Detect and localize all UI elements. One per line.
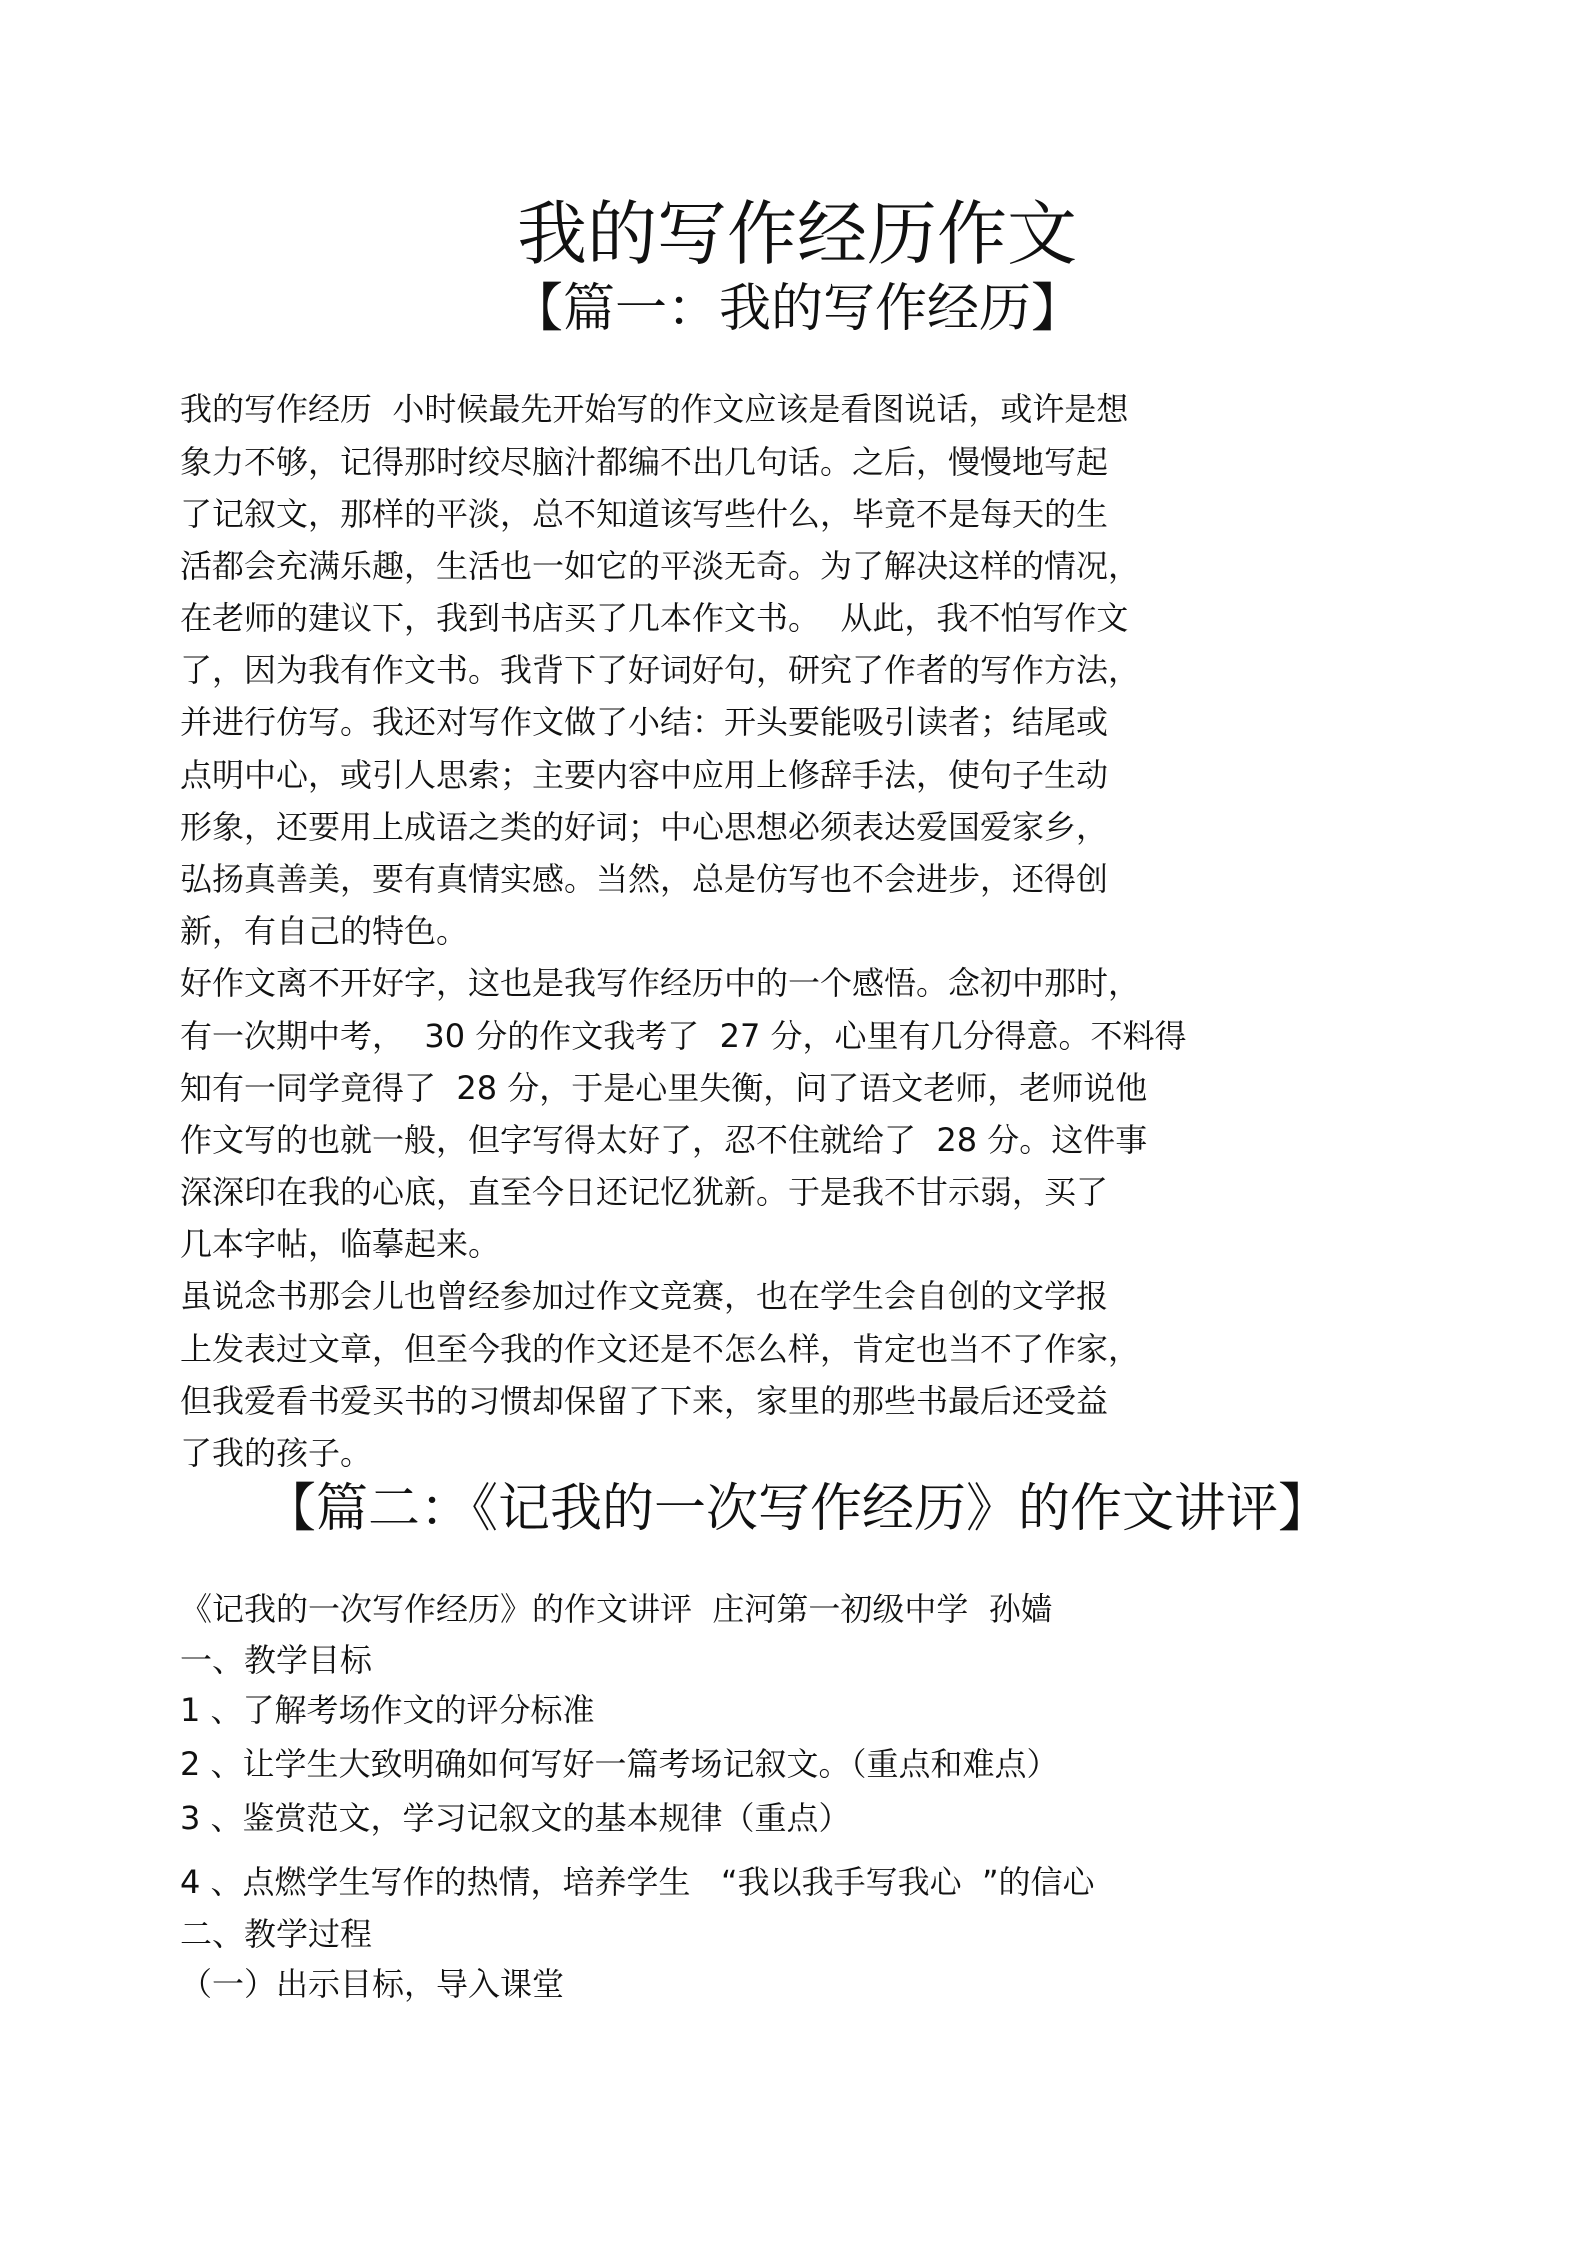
text-line: 作文写的也就一般，但字写得太好了，忍不住就给了 28 分。这件事 [180,1121,1148,1159]
document-title: 我的写作经历作文 [517,193,1077,275]
text-line: 深深印在我的心底，直至今日还记忆犹新。于是我不甘示弱，买了 [180,1173,1109,1211]
text-line: 《记我的一次写作经历》的作文讲评 庄河第一初级中学 孙嫱 [180,1590,1053,1628]
text-line: 了记叙文，那样的平淡，总不知道该写些什么，毕竟不是每天的生 [180,495,1109,533]
text-line: 4 、点燃学生写作的热情，培养学生 “我以我手写我心 ”的信心 [180,1863,1095,1901]
text-line: 了，因为我有作文书。我背下了好词好句，研究了作者的写作方法， [180,651,1141,689]
text-line: 并进行仿写。我还对写作文做了小结：开头要能吸引读者；结尾或 [180,703,1109,741]
text-line: 几本字帖，临摹起来。 [180,1225,501,1263]
text-line: 虽说念书那会儿也曾经参加过作文竞赛，也在学生会自创的文学报 [180,1277,1109,1315]
text-line: 了我的孩子。 [180,1434,373,1472]
text-line: 知有一同学竟得了 28 分，于是心里失衡，问了语文老师，老师说他 [180,1069,1148,1107]
text-line: 但我爱看书爱买书的习惯却保留了下来，家里的那些书最后还受益 [180,1382,1109,1420]
text-line: 一、教学目标 [180,1641,373,1679]
text-line: 点明中心，或引人思索；主要内容中应用上修辞手法，使句子生动 [180,756,1109,794]
text-line: 新，有自己的特色。 [180,912,469,950]
text-line: 在老师的建议下，我到书店买了几本作文书。 从此，我不怕写作文 [180,599,1129,637]
text-line: 有一次期中考， 30 分的作文我考了 27 分，心里有几分得意。不料得 [180,1017,1187,1055]
section-2-heading: 【篇二：《记我的一次写作经历》的作文讲评】 [263,1479,1330,1539]
text-line: 活都会充满乐趣，生活也一如它的平淡无奇。为了解决这样的情况， [180,547,1141,585]
text-line: 上发表过文章，但至今我的作文还是不怎么样，肯定也当不了作家， [180,1330,1141,1368]
section-1-heading: 【篇一：我的写作经历】 [510,279,1083,339]
text-line: 好作文离不开好字，这也是我写作经历中的一个感悟。念初中那时， [180,964,1141,1002]
text-line: 弘扬真善美，要有真情实感。当然，总是仿写也不会进步，还得创 [180,860,1109,898]
text-line: （一）出示目标，导入课堂 [180,1965,565,2003]
text-line: 3 、鉴赏范文，学习记叙文的基本规律（重点） [180,1799,851,1837]
text-line: 象力不够，记得那时绞尽脑汁都编不出几句话。之后，慢慢地写起 [180,443,1109,481]
text-line: 1 、了解考场作文的评分标准 [180,1691,595,1729]
text-line: 2 、让学生大致明确如何写好一篇考场记叙文。（重点和难点） [180,1745,1059,1783]
text-line: 形象，还要用上成语之类的好词；中心思想必须表达爱国爱家乡， [180,808,1109,846]
text-line: 二、教学过程 [180,1915,373,1953]
text-line: 我的写作经历 小时候最先开始写的作文应该是看图说话，或许是想 [180,390,1129,428]
